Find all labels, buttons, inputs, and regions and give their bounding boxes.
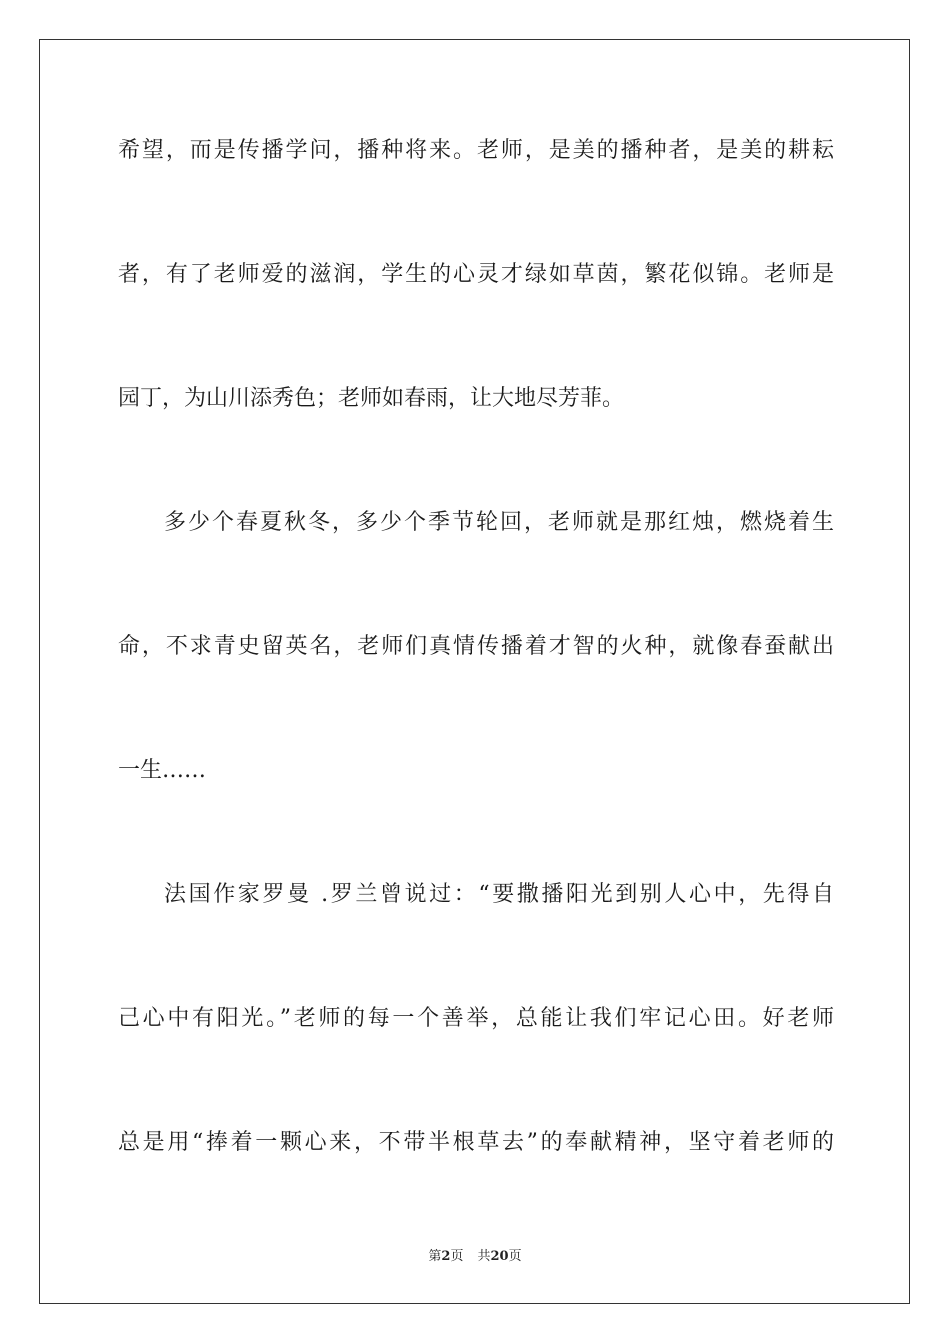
text-line: 总是用“捧着一颗心来，不带半根草去”的奉献精神，坚守着老师的 <box>118 1130 834 1155</box>
text-line: 命，不求青史留英名，老师们真情传播着才智的火种，就像春蚕献出 <box>118 634 834 659</box>
total-suffix: 页 <box>508 1249 522 1264</box>
total-prefix: 共 <box>477 1249 491 1264</box>
paragraph-start-line: 法国作家罗曼 .罗兰曾说过：“要撒播阳光到别人心中，先得自 <box>164 882 834 907</box>
page-footer <box>0 1248 950 1266</box>
page-prefix: 第 <box>428 1249 442 1264</box>
page-suffix: 页 <box>450 1249 464 1264</box>
total-page-count: 20 <box>490 1249 509 1264</box>
paragraph-start-line: 多少个春夏秋冬，多少个季节轮回，老师就是那红烛，燃烧着生 <box>164 510 834 535</box>
text-line: 园丁，为山川添秀色；老师如春雨，让大地尽芳菲。 <box>118 386 625 411</box>
text-line: 希望，而是传播学问，播种将来。老师，是美的播种者，是美的耕耘 <box>118 138 834 163</box>
page-border <box>39 39 910 1304</box>
text-line: 一生…… <box>118 758 207 783</box>
text-line: 者，有了老师爱的滋润，学生的心灵才绿如草茵，繁花似锦。老师是 <box>118 262 834 287</box>
current-page-number: 2 <box>441 1249 451 1264</box>
text-line: 己心中有阳光。”老师的每一个善举，总能让我们牢记心田。好老师 <box>118 1006 834 1031</box>
